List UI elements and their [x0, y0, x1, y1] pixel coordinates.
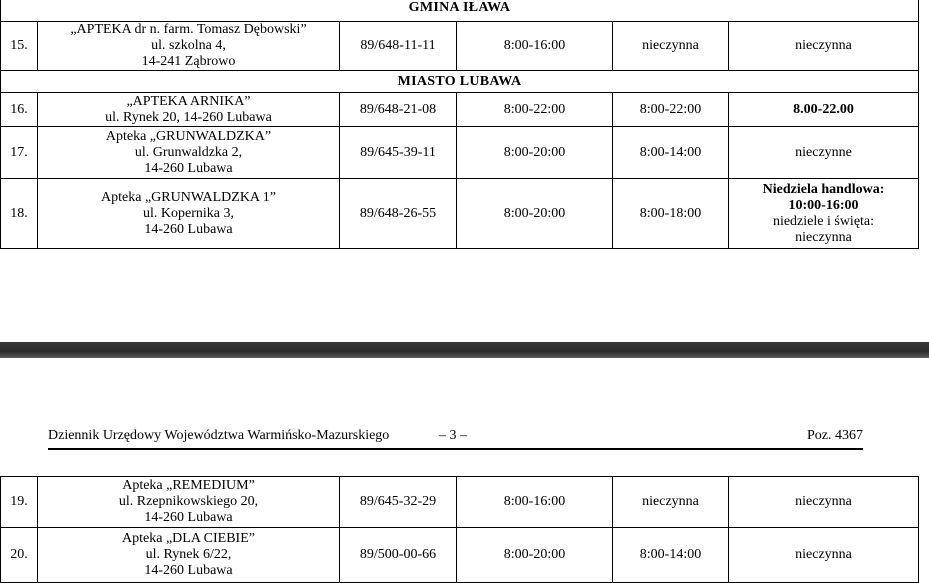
sunday-line: Niedziela handlowa: — [762, 181, 885, 197]
phone-number: 89/648-21-08 — [340, 93, 457, 127]
table-row — [1, 93, 919, 127]
weekday-hours: 8:00-20:00 — [457, 179, 613, 249]
name-line: ul. Rynek 6/22, — [145, 547, 232, 562]
section-header-row — [1, 71, 919, 93]
pharmacy-table-top — [0, 0, 919, 249]
row-number: 16. — [1, 93, 38, 127]
phone-number: 89/500-00-66 — [340, 528, 457, 583]
table-row — [1, 528, 919, 583]
sunday-line: nieczynna — [795, 38, 852, 53]
phone-number: 89/645-39-11 — [340, 127, 457, 179]
name-line: „APTEKA ARNIKA” — [126, 93, 251, 109]
sunday-hours — [729, 22, 919, 71]
name-line: 14-260 Lubawa — [144, 221, 233, 237]
sunday-line: 8.00-22.00 — [793, 101, 854, 117]
weekday-hours: 8:00-16:00 — [457, 22, 613, 71]
saturday-hours: 8:00-22:00 — [613, 93, 729, 127]
weekday-hours: 8:00-22:00 — [457, 93, 613, 127]
sunday-hours — [729, 93, 919, 127]
name-line: Apteka „REMEDIUM” — [122, 478, 255, 493]
row-number: 15. — [1, 22, 38, 71]
sunday-line: nieczynna — [795, 229, 852, 245]
name-line: ul. Kopernika 3, — [143, 205, 234, 221]
sunday-line: 10:00-16:00 — [788, 197, 859, 213]
saturday-hours: 8:00-18:00 — [613, 179, 729, 249]
name-line: Apteka „DLA CIEBIE” — [122, 531, 255, 546]
row-number: 18. — [1, 179, 38, 249]
pharmacy-name-address — [38, 127, 340, 179]
sunday-hours — [729, 179, 919, 249]
pharmacy-name-address — [38, 22, 340, 71]
pharmacy-table-bottom — [0, 476, 919, 583]
row-number: 19. — [1, 477, 38, 528]
name-line: ul. Grunwaldzka 2, — [134, 144, 243, 160]
weekday-hours: 8:00-16:00 — [457, 477, 613, 528]
saturday-hours: nieczynna — [613, 477, 729, 528]
weekday-hours: 8:00-20:00 — [457, 528, 613, 583]
weekday-hours: 8:00-20:00 — [457, 127, 613, 179]
phone-number: 89/648-26-55 — [340, 179, 457, 249]
name-line: Apteka „GRUNWALDZKA” — [105, 128, 272, 144]
section-header-row — [1, 0, 919, 22]
sunday-hours — [729, 477, 919, 528]
header-rule — [48, 448, 863, 450]
sunday-line: nieczynne — [795, 144, 852, 160]
table-row — [1, 179, 919, 249]
sunday-hours — [729, 528, 919, 583]
sunday-line: niedziele i święta: — [772, 213, 875, 229]
name-line: ul. szkolna 4, — [151, 38, 226, 53]
phone-number: 89/648-11-11 — [340, 22, 457, 71]
pharmacy-name-address — [38, 528, 340, 583]
page-number: – 3 – — [439, 428, 467, 443]
name-line: 14-260 Lubawa — [144, 563, 233, 578]
saturday-hours: nieczynna — [613, 22, 729, 71]
pharmacy-name-address — [38, 93, 340, 127]
sunday-line: nieczynna — [795, 547, 852, 562]
sunday-hours — [729, 127, 919, 179]
saturday-hours: 8:00-14:00 — [613, 127, 729, 179]
saturday-hours: 8:00-14:00 — [613, 528, 729, 583]
phone-number: 89/645-32-29 — [340, 477, 457, 528]
pharmacy-name-address — [38, 179, 340, 249]
section-title: MIASTO LUBAWA — [1, 71, 919, 93]
name-line: ul. Rzepnikowskiego 20, — [118, 494, 259, 509]
journal-title: Dziennik Urzędowy Województwa Warmińsko-Mazurskiego — [48, 428, 390, 443]
sunday-line: nieczynna — [795, 494, 852, 509]
section-title: GMINA IŁAWA — [1, 0, 919, 22]
pharmacy-name-address — [38, 477, 340, 528]
name-line: Apteka „GRUNWALDZKA 1” — [101, 189, 276, 205]
name-line: „APTEKA dr n. farm. Tomasz Dębowski” — [70, 22, 307, 37]
table-row — [1, 477, 919, 528]
position-number: Poz. 4367 — [807, 428, 863, 443]
row-number: 20. — [1, 528, 38, 583]
name-line: 14-260 Lubawa — [144, 510, 233, 525]
table-row — [1, 22, 919, 71]
table-row — [1, 127, 919, 179]
name-line: 14-260 Lubawa — [144, 160, 233, 176]
page-break-band — [0, 342, 929, 358]
name-line: ul. Rynek 20, 14-260 Lubawa — [105, 109, 272, 125]
name-line: 14-241 Ząbrowo — [141, 54, 236, 69]
row-number: 17. — [1, 127, 38, 179]
